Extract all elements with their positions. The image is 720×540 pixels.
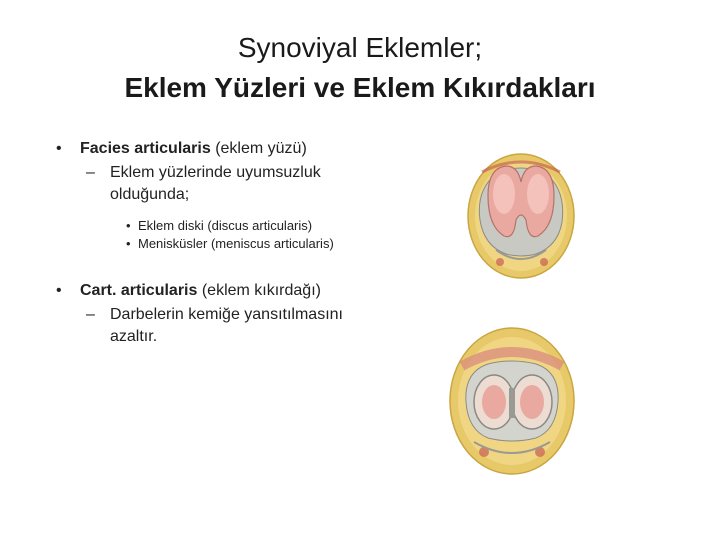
title-line-1: Synoviyal Eklemler; [237,32,483,63]
knee-illustration-condyles [466,150,576,280]
slide-title [0,28,720,108]
sub-bullet-shock [50,304,380,348]
sub-bullet-incongruence [50,162,380,206]
bullet-cartilago-articularis [50,280,380,302]
knee-illustration-menisci [448,326,576,476]
dash-marker: – [86,164,95,181]
bullet-marker: • [126,218,131,233]
bullet-marker: • [56,282,62,299]
bullet-marker: • [126,236,131,251]
bullet-marker: • [56,140,62,157]
sub-bullet-text: Eklem yüzlerinde uyumsuzluk olduğunda; [110,164,321,203]
subsub-bullet-meniscus [50,235,380,252]
dash-marker: – [86,306,95,323]
sub-bullet-text: Darbelerin kemiğe yansıtılmasını azaltır. [110,306,343,345]
bullet-text: (eklem kıkırdağı) [197,282,321,299]
bullet-term: Cart. articularis [80,282,198,299]
subsub-bullet-discus [50,217,380,234]
bullet-facies-articularis [50,138,380,160]
bullet-term: Facies articularis [80,140,211,157]
bullet-list [50,138,380,348]
subsub-bullet-text: Menisküsler (meniscus articularis) [138,236,334,251]
subsub-bullet-text: Eklem diski (discus articularis) [138,218,313,233]
title-line-2: Eklem Yüzleri ve Eklem Kıkırdakları [124,72,596,103]
bullet-text: (eklem yüzü) [210,140,307,157]
